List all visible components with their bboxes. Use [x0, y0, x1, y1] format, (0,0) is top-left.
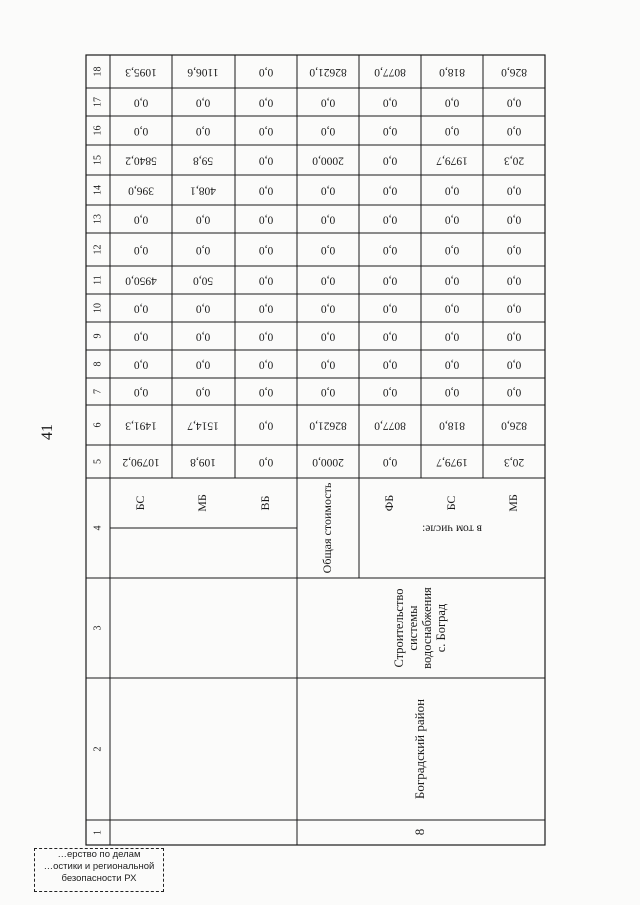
cell-value: 0,0 [506, 302, 522, 315]
cell-value: 0,0 [258, 330, 274, 343]
cell-value: 0,0 [506, 274, 522, 287]
cell-value: 0,0 [320, 385, 336, 398]
cell-value: 0,0 [382, 124, 398, 137]
cell-value: 0,0 [133, 330, 149, 343]
cell-value: 2000,0 [312, 455, 344, 468]
cell-value: 10790,2 [122, 455, 160, 468]
page-number: 41 [39, 424, 56, 440]
cell-value: 0,0 [382, 330, 398, 343]
cell-value: 0,0 [133, 358, 149, 371]
col-number-14: 14 [92, 185, 104, 195]
total-cost-label: Общая стоимость [319, 482, 334, 574]
cell-value: 0,0 [382, 243, 398, 256]
cell-value: 0,0 [444, 385, 460, 398]
cell-value: 0,0 [320, 330, 336, 343]
cell-value: 0,0 [444, 274, 460, 287]
ministry-stamp [34, 848, 164, 892]
cell-value: 0,0 [444, 358, 460, 371]
funding-source-label: БС [132, 495, 147, 511]
cell-value: 20,3 [503, 154, 525, 167]
cell-value: 0,0 [133, 213, 149, 226]
cell-value: 4950,0 [125, 274, 157, 287]
cell-value: 0,0 [382, 455, 398, 468]
cell-value: 82621,0 [309, 65, 347, 78]
cell-value: 1491,3 [125, 419, 157, 432]
cell-value: 0,0 [195, 124, 211, 137]
cell-value: 0,0 [382, 213, 398, 226]
cell-value: 82621,0 [309, 419, 347, 432]
funding-source-label: ФБ [381, 494, 396, 512]
cell-value: 0,0 [133, 385, 149, 398]
cell-value: 0,0 [320, 213, 336, 226]
cell-value: 0,0 [195, 213, 211, 226]
col-number-16: 16 [92, 125, 104, 136]
col-number-8: 8 [92, 361, 104, 367]
funding-source-label: БС [443, 495, 458, 511]
cell-value: 0,0 [382, 358, 398, 371]
cell-value: 0,0 [133, 96, 149, 109]
cell-value: 0,0 [195, 96, 211, 109]
cell-value: 0,0 [320, 184, 336, 197]
project-name-line: с. Боград [433, 603, 448, 653]
col-number-17: 17 [92, 97, 104, 107]
cell-value: 0,0 [382, 96, 398, 109]
cell-value: 59,8 [192, 154, 214, 167]
stamp-line-3: безопасности РХ [61, 873, 137, 884]
cell-value: 1979,7 [436, 455, 468, 468]
cell-value: 0,0 [258, 243, 274, 256]
cell-value: 826,0 [501, 65, 527, 78]
cell-value: 0,0 [258, 154, 274, 167]
cell-value: 0,0 [258, 358, 274, 371]
stamp-line-2: …остики и региональной [43, 861, 155, 872]
cell-value: 1979,7 [436, 154, 468, 167]
stamp-line-1: …ерство по делам [57, 849, 141, 860]
cell-value: 0,0 [444, 184, 460, 197]
cell-value: 0,0 [506, 184, 522, 197]
cell-value: 0,0 [320, 358, 336, 371]
cell-value: 0,0 [195, 358, 211, 371]
cell-value: 50,0 [192, 274, 214, 287]
col-number-18: 18 [92, 66, 104, 77]
cell-value: 0,0 [195, 330, 211, 343]
district-name: Боградский район [411, 698, 427, 800]
cell-value: 0,0 [444, 213, 460, 226]
cell-value: 0,0 [258, 302, 274, 315]
cell-value: 0,0 [506, 96, 522, 109]
cell-value: 0,0 [133, 302, 149, 315]
cell-value: 0,0 [444, 243, 460, 256]
cell-value: 1106,6 [187, 65, 219, 78]
col-number-2: 2 [92, 746, 104, 752]
cell-value: 0,0 [258, 274, 274, 287]
col-number-13: 13 [92, 214, 104, 224]
cell-value: 818,0 [439, 419, 465, 432]
cell-value: 0,0 [258, 419, 274, 432]
cell-value: 0,0 [382, 154, 398, 167]
cell-value: 0,0 [133, 243, 149, 256]
cell-value: 0,0 [382, 302, 398, 315]
col-number-4: 4 [92, 525, 104, 531]
cell-value: 0,0 [258, 124, 274, 137]
cell-value: 0,0 [444, 330, 460, 343]
cell-value: 396,0 [128, 184, 154, 197]
cell-value: 0,0 [382, 184, 398, 197]
cell-value: 0,0 [195, 302, 211, 315]
col-number-5: 5 [92, 459, 104, 464]
cell-value: 5840,2 [125, 154, 157, 167]
project-name-line: Строительство [391, 588, 406, 668]
cell-value: 0,0 [258, 213, 274, 226]
cell-value: 20,3 [503, 455, 525, 468]
col-number-11: 11 [92, 275, 104, 285]
col-number-9: 9 [92, 333, 104, 339]
cell-value: 0,0 [382, 385, 398, 398]
cell-value: 0,0 [506, 243, 522, 256]
cell-value: 0,0 [258, 65, 274, 78]
cell-value: 0,0 [320, 274, 336, 287]
including-label: в том числе: [422, 522, 482, 535]
cell-value: 0,0 [506, 330, 522, 343]
project-name-line: водоснабжения [419, 587, 434, 669]
cell-value: 0,0 [444, 124, 460, 137]
funding-source-label: ВБ [257, 495, 272, 511]
funding-source-label: МБ [194, 494, 209, 512]
cell-value: 0,0 [320, 302, 336, 315]
cell-value: 0,0 [382, 274, 398, 287]
col-number-12: 12 [92, 244, 104, 255]
table-border [86, 55, 545, 845]
cell-value: 0,0 [506, 358, 522, 371]
cell-value: 8077,0 [374, 419, 406, 432]
cell-value: 0,0 [258, 96, 274, 109]
cell-value: 0,0 [506, 385, 522, 398]
cell-value: 0,0 [506, 124, 522, 137]
cell-value: 0,0 [258, 385, 274, 398]
funding-source-label: МБ [505, 494, 520, 512]
cell-value: 0,0 [444, 96, 460, 109]
cell-value: 1514,7 [187, 419, 219, 432]
col-number-3: 3 [92, 625, 104, 631]
cell-value: 0,0 [506, 213, 522, 226]
cell-value: 0,0 [258, 184, 274, 197]
cell-value: 8077,0 [374, 65, 406, 78]
cell-value: 0,0 [133, 124, 149, 137]
cell-value: 826,0 [501, 419, 527, 432]
cell-value: 0,0 [444, 302, 460, 315]
col-number-7: 7 [92, 389, 104, 394]
cell-value: 0,0 [195, 243, 211, 256]
cell-value: 2000,0 [312, 154, 344, 167]
cell-value: 0,0 [320, 243, 336, 256]
row-number: 8 [411, 828, 427, 836]
project-name-line: системы [405, 605, 420, 651]
col-number-15: 15 [92, 155, 104, 165]
col-number-1: 1 [92, 830, 104, 835]
cell-value: 408,1 [190, 184, 216, 197]
cell-value: 1095,3 [125, 65, 157, 78]
cell-value: 818,0 [439, 65, 465, 78]
col-number-10: 10 [92, 303, 104, 313]
cell-value: 0,0 [320, 96, 336, 109]
cell-value: 109,8 [190, 455, 216, 468]
col-number-6: 6 [92, 422, 104, 428]
cell-value: 0,0 [195, 385, 211, 398]
cell-value: 0,0 [258, 455, 274, 468]
cell-value: 0,0 [320, 124, 336, 137]
